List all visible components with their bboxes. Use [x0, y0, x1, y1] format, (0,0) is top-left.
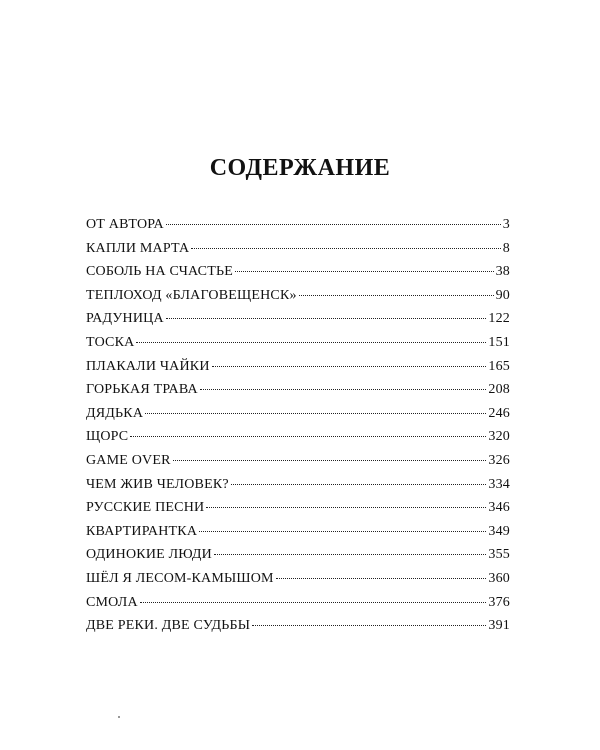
toc-entry-page: 246 — [488, 405, 510, 421]
toc-entry-title: КВАРТИРАНТКА — [86, 523, 198, 539]
table-of-contents — [86, 213, 510, 638]
toc-dot-leader — [140, 602, 487, 603]
toc-entry — [86, 355, 510, 379]
toc-dot-leader — [136, 342, 486, 343]
toc-dot-leader — [299, 295, 494, 296]
toc-dot-leader — [231, 484, 487, 485]
toc-entry — [86, 520, 510, 544]
toc-entry — [86, 402, 510, 426]
toc-entry-title: ГОРЬКАЯ ТРАВА — [86, 382, 198, 398]
toc-dot-leader — [166, 224, 501, 225]
toc-entry — [86, 567, 510, 591]
toc-dot-leader — [145, 413, 486, 414]
toc-entry-title: ШЁЛ Я ЛЕСОМ-КАМЫШОМ — [86, 570, 274, 586]
toc-entry-title: СМОЛА — [86, 594, 138, 610]
toc-dot-leader — [130, 436, 486, 437]
toc-dot-leader — [235, 271, 494, 272]
toc-entry — [86, 260, 510, 284]
toc-entry — [86, 237, 510, 261]
toc-dot-leader — [276, 578, 487, 579]
toc-entry-page: 122 — [488, 311, 510, 327]
toc-entry — [86, 591, 510, 615]
toc-entry — [86, 284, 510, 308]
toc-entry-title: ПЛАКАЛИ ЧАЙКИ — [86, 358, 210, 374]
toc-entry — [86, 614, 510, 638]
toc-entry-title: ОТ АВТОРА — [86, 217, 164, 232]
toc-entry-page: 320 — [488, 429, 510, 445]
toc-entry — [86, 496, 510, 520]
toc-entry-page: 3 — [502, 217, 510, 232]
toc-entry-page: 360 — [488, 570, 510, 586]
toc-entry-page: 346 — [488, 500, 510, 516]
toc-dot-leader — [199, 531, 486, 532]
toc-entry — [86, 213, 510, 237]
toc-dot-leader — [200, 389, 487, 390]
toc-entry-page: 208 — [488, 382, 510, 398]
toc-entry-title: ДВЕ РЕКИ. ДВЕ СУДЬБЫ — [86, 618, 251, 634]
toc-entry-title: РАДУНИЦА — [86, 311, 164, 327]
toc-entry-title: ЩОРС — [86, 429, 129, 445]
toc-entry — [86, 307, 510, 331]
toc-entry-page: 376 — [488, 594, 510, 610]
toc-entry-page: 90 — [495, 287, 510, 303]
toc-entry-page: 334 — [488, 476, 510, 492]
toc-entry-title: ДЯДЬКА — [86, 405, 144, 421]
toc-entry-title: КАПЛИ МАРТА — [86, 240, 190, 256]
toc-dot-leader — [214, 554, 487, 555]
toc-entry — [86, 378, 510, 402]
toc-entry-title: ТОСКА — [86, 334, 135, 350]
toc-entry-page: 8 — [502, 240, 510, 256]
toc-entry — [86, 425, 510, 449]
toc-entry-title: GAME OVER — [86, 452, 171, 468]
toc-entry-page: 391 — [488, 618, 510, 634]
toc-entry-page: 38 — [495, 264, 510, 280]
toc-entry-title: ОДИНОКИЕ ЛЮДИ — [86, 547, 212, 563]
toc-entry-title: ЧЕМ ЖИВ ЧЕЛОВЕК? — [86, 476, 229, 492]
toc-entry-page: 355 — [488, 547, 510, 563]
toc-dot-leader — [173, 460, 487, 461]
toc-dot-leader — [191, 248, 500, 249]
toc-dot-leader — [252, 625, 486, 626]
toc-entry-page: 151 — [488, 334, 510, 350]
toc-dot-leader — [212, 366, 487, 367]
toc-entry-page: 326 — [488, 452, 510, 468]
print-speck — [118, 716, 120, 718]
toc-entry-page: 349 — [488, 523, 510, 539]
toc-entry — [86, 331, 510, 355]
toc-entry-page: 165 — [488, 358, 510, 374]
toc-entry — [86, 473, 510, 497]
toc-entry — [86, 449, 510, 473]
page-title: СОДЕРЖАНИЕ — [209, 155, 391, 181]
toc-dot-leader — [166, 318, 487, 319]
toc-entry-title: ТЕПЛОХОД «БЛАГОВЕЩЕНСК» — [86, 287, 297, 303]
toc-dot-leader — [206, 507, 486, 508]
toc-entry — [86, 543, 510, 567]
toc-entry-title: РУССКИЕ ПЕСНИ — [86, 500, 205, 516]
toc-entry-title: СОБОЛЬ НА СЧАСТЬЕ — [86, 264, 233, 280]
